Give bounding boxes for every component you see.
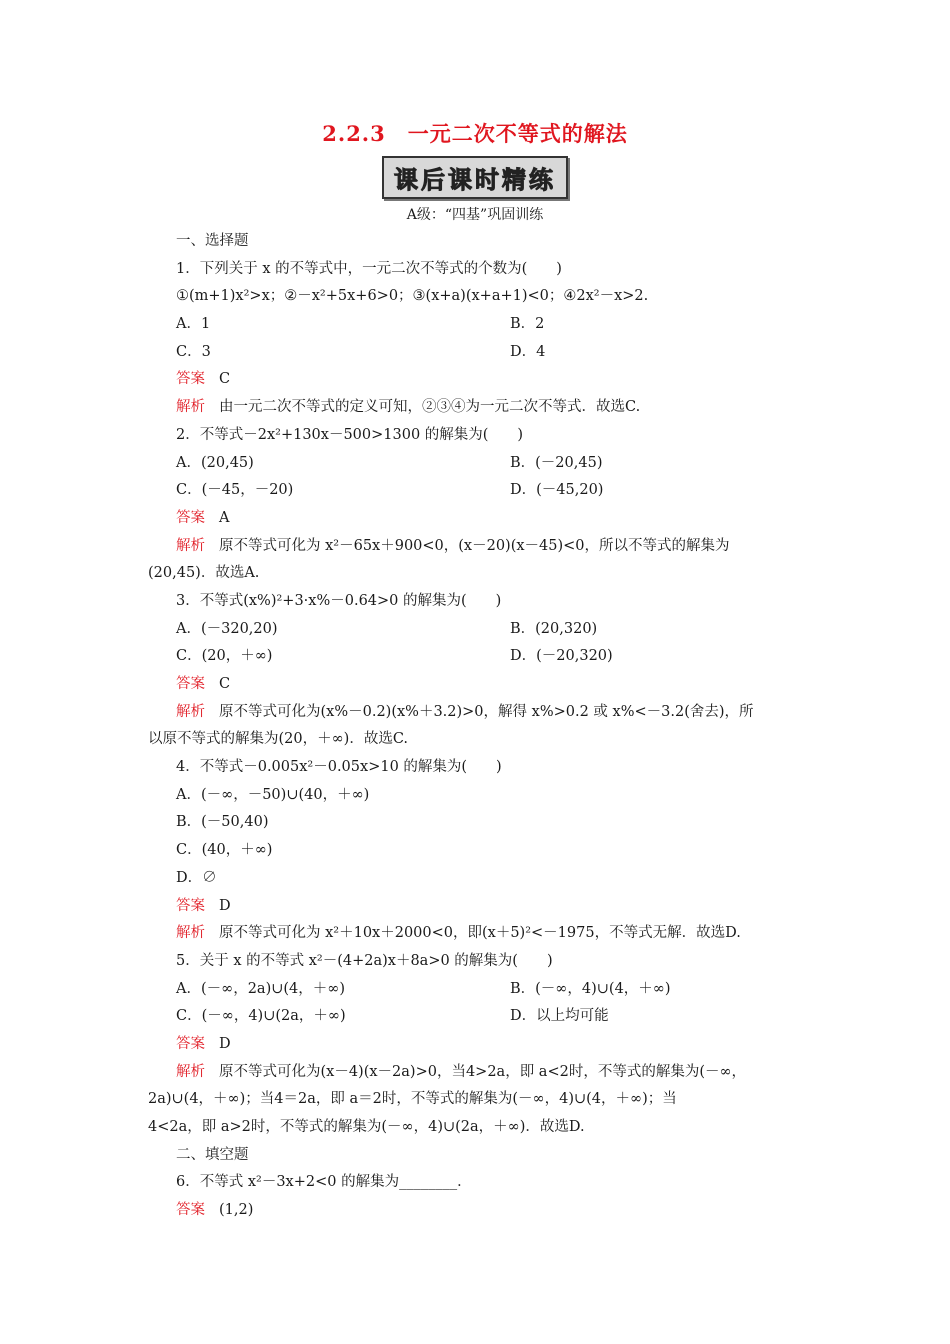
exercise-content [148,228,808,1225]
q3-analysis [148,699,808,727]
q2-options-row-2 [148,477,808,505]
option-b: B．(－∞，4)∪(4，＋∞) [510,980,671,997]
answer-value: C [219,676,231,692]
option-c: C．(20，＋∞) [176,648,273,665]
q2-answer [148,505,808,533]
q5-analysis-cont-1: 2a)∪(4，＋∞)；当4＝2a，即 a＝2时，不等式的解集为(－∞，4)∪(4，＋∞)；当 [148,1091,677,1108]
analysis-label: 解析 [176,399,205,416]
analysis-label: 解析 [176,537,205,554]
analysis-label: 解析 [176,1063,205,1080]
q1-analysis [148,394,808,422]
q5-stem: 5．关于 x 的不等式 x²－(4+2a)x＋8a>0 的解集为( ) [176,952,553,969]
q4-answer [148,893,808,921]
q3-options-row-2 [148,643,808,671]
answer-value: A [219,509,230,526]
q1-stem: 1．下列关于 x 的不等式中，一元二次不等式的个数为( ) [176,260,562,277]
page-title: 2.2.3 一元二次不等式的解法 [322,121,628,146]
q3-analysis-cont: 以原不等式的解集为(20，＋∞)．故选C. [148,731,409,748]
option-d: D．(－45,20) [510,482,604,499]
level-heading: A级：“四基”巩固训练 [406,207,544,223]
analysis-text: 原不等式可化为 x²－65x＋900<0，(x－20)(x－45)<0，所以不等式的解集为 [219,537,730,554]
analysis-label: 解析 [176,703,205,720]
q4-option-c: C．(40，＋∞) [176,842,273,859]
q2-options-row-1 [148,450,808,478]
option-b: B．(－20,45) [510,454,603,471]
q6-answer [148,1197,808,1225]
option-c: C．(－45，－20) [176,482,294,499]
q1-answer [148,366,808,394]
q1-options-row-2 [148,339,808,367]
option-a: A．(－∞，2a)∪(4，＋∞) [176,980,346,997]
answer-value: D [219,1035,231,1052]
q5-options-row-1 [148,976,808,1004]
q4-option-d: D．∅ [176,869,217,886]
answer-value: (1,2) [219,1202,254,1219]
analysis-text: 原不等式可化为(x%－0.2)(x%＋3.2)>0，解得 x%>0.2 或 x%<－3.2(舍去)，所 [219,703,754,720]
analysis-text: 原不等式可化为 x²＋10x＋2000<0，即(x＋5)²<－1975，不等式无解．故选D. [219,925,741,942]
option-a: A．1 [176,316,211,333]
option-d: D．4 [510,343,546,360]
analysis-text: 由一元二次不等式的定义可知，②③④为一元二次不等式．故选C. [219,399,641,416]
option-c: C．(－∞，4)∪(2a，＋∞) [176,1008,346,1025]
option-a: A．(－320,20) [176,620,278,637]
q6-stem: 6．不等式 x²－3x+2<0 的解集为________． [176,1174,472,1191]
answer-label: 答案 [176,509,205,526]
q2-analysis-cont: (20,45)．故选A. [148,565,260,582]
q3-stem: 3．不等式(x%)²+3·x%－0.64>0 的解集为( ) [176,592,502,609]
option-d: D．(－20,320) [510,648,613,665]
q5-analysis-cont-2: 4<2a，即 a>2时，不等式的解集为(－∞，4)∪(2a，＋∞)．故选D. [148,1119,585,1135]
answer-label: 答案 [176,1035,205,1052]
section-heading-fill: 二、填空题 [176,1146,249,1163]
option-b: B．2 [510,316,545,333]
q5-options-row-2 [148,1003,808,1031]
analysis-text: 原不等式可化为(x－4)(x－2a)>0，当4>2a，即 a<2时，不等式的解集为(－∞， [219,1063,747,1080]
q1-statements: ①(m+1)x²>x；②－x²+5x+6>0；③(x+a)(x+a+1)<0；④2x²－x>2. [176,288,649,305]
answer-value: D [219,897,231,914]
banner-container [0,156,950,199]
answer-label: 答案 [176,676,205,692]
q4-option-b: B．(－50,40) [176,814,269,831]
answer-label: 答案 [176,897,205,914]
section-banner: 课后课时精练 [382,156,568,199]
answer-label: 答案 [176,371,205,388]
q4-stem: 4．不等式－0.005x²－0.05x>10 的解集为( ) [176,759,502,776]
q5-analysis [148,1059,808,1087]
q1-options-row-1 [148,311,808,339]
q2-stem: 2．不等式－2x²+130x－500>1300 的解集为( ) [176,426,524,443]
option-d: D．以上均可能 [510,1008,609,1025]
section-heading-choice: 一、选择题 [176,233,249,249]
q3-answer [148,671,808,699]
q4-analysis [148,920,808,948]
analysis-label: 解析 [176,925,205,942]
q5-answer [148,1031,808,1059]
option-b: B．(20,320) [510,620,598,637]
answer-value: C [219,371,231,388]
option-c: C．3 [176,343,211,360]
q2-analysis [148,533,808,561]
q4-option-a: A．(－∞，－50)∪(40，＋∞) [176,786,370,803]
option-a: A．(20,45) [176,454,254,471]
answer-label: 答案 [176,1202,205,1219]
q3-options-row-1 [148,616,808,644]
